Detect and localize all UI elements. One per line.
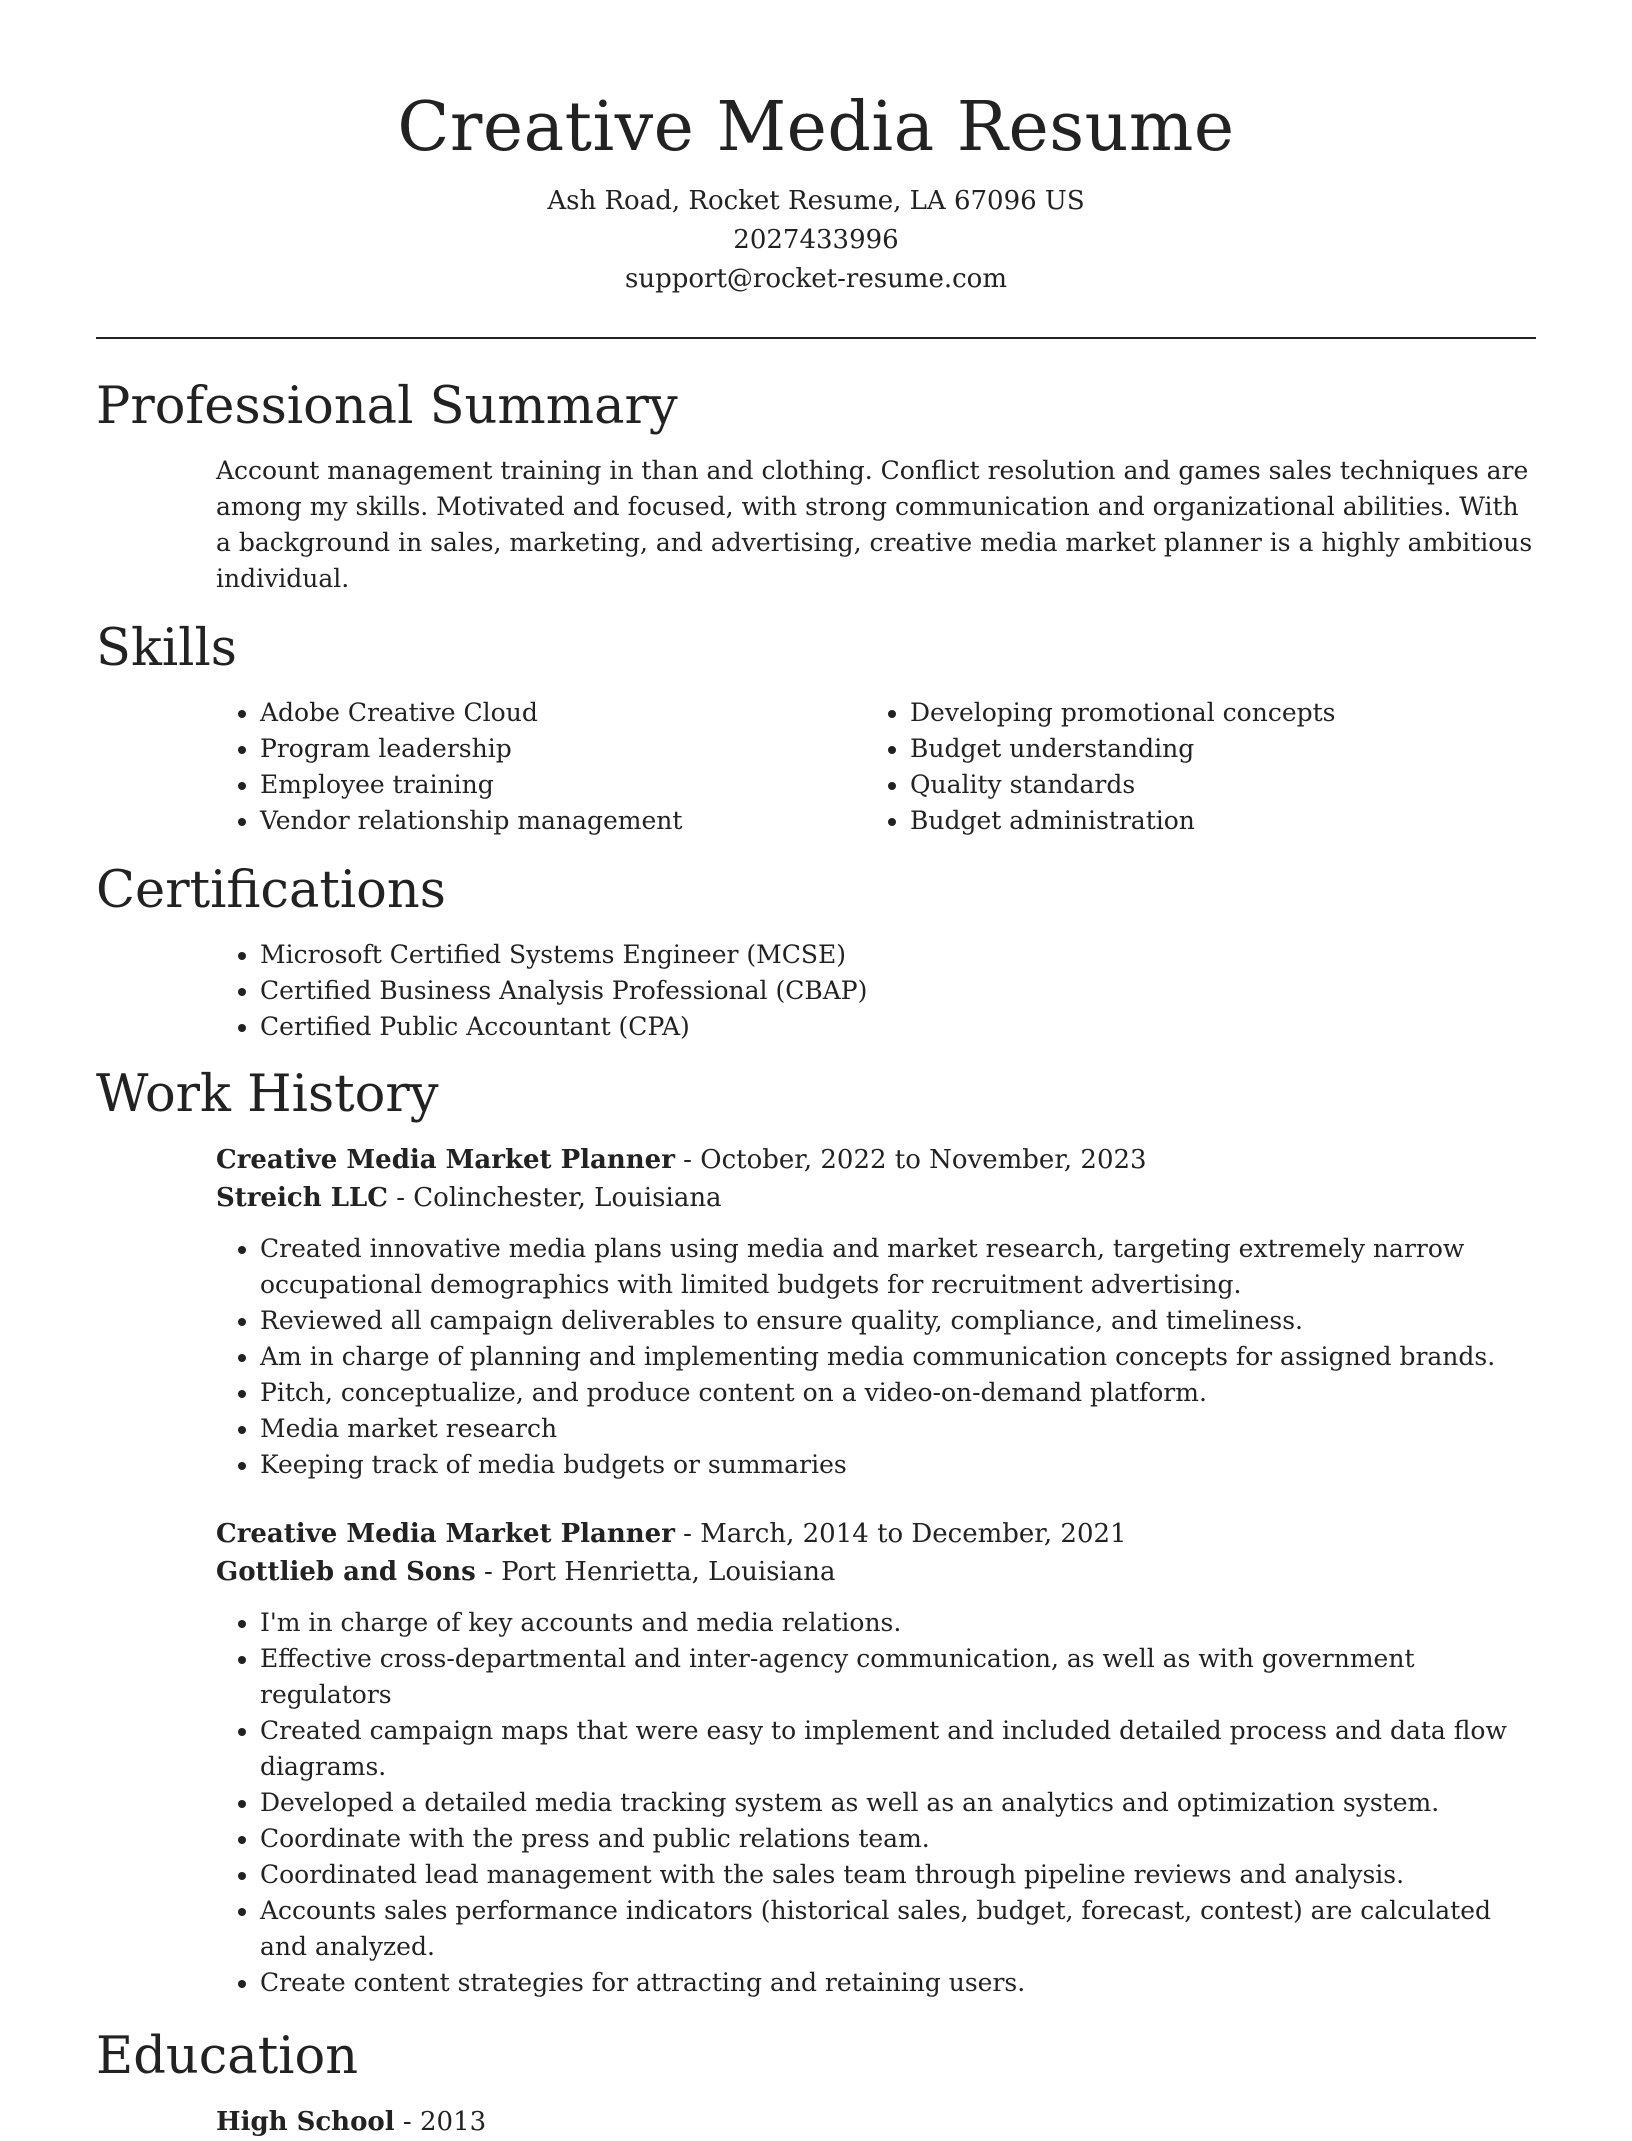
skills-grid — [96, 695, 1536, 839]
job-duties-list — [96, 1605, 1536, 2001]
job-company-line — [96, 1179, 1536, 1217]
list-item: • Created innovative media plans using media and market research, targeting extremely narrow occupational demographics with limited budgets for recruitment advertising. — [260, 1231, 1536, 1303]
resume-header — [96, 0, 1536, 299]
skills-list-left — [96, 695, 746, 839]
list-item: • Microsoft Certified Systems Engineer (MCSE) — [260, 937, 1536, 973]
list-item: • Effective cross-departmental and inter-agency communication, as well as with government regulators — [260, 1641, 1536, 1713]
summary-section — [96, 375, 1536, 597]
job-title-line — [96, 1515, 1536, 1553]
list-item: • Coordinate with the press and public relations team. — [260, 1821, 1536, 1857]
job-company-line — [96, 1553, 1536, 1591]
list-item: • Keeping track of media budgets or summaries — [260, 1447, 1536, 1483]
skills-column-left — [96, 695, 746, 839]
education-entry — [96, 2103, 1536, 2141]
certifications-list — [96, 937, 1536, 1045]
job-separator: - — [674, 1145, 701, 1175]
list-item: • Vendor relationship management — [260, 803, 746, 839]
job-company: Gottlieb and Sons — [216, 1557, 476, 1587]
contact-phone: 2027433996 — [733, 225, 899, 255]
list-item: • Pitch, conceptualize, and produce content on a video-on-demand platform. — [260, 1375, 1536, 1411]
job-separator: - — [674, 1519, 701, 1549]
skills-column-right — [746, 695, 1396, 839]
contact-address: Ash Road, Rocket Resume, LA 67096 US — [547, 186, 1085, 216]
list-item: • Coordinated lead management with the sales team through pipeline reviews and analysis. — [260, 1857, 1536, 1893]
list-item: • I'm in charge of key accounts and media relations. — [260, 1605, 1536, 1641]
list-item: • Created campaign maps that were easy to implement and included detailed process and data flow diagrams. — [260, 1713, 1536, 1785]
job-dates: March, 2014 to December, 2021 — [700, 1519, 1127, 1549]
list-item: • Create content strategies for attracting and retaining users. — [260, 1965, 1536, 2001]
list-item: • Developing promotional concepts — [910, 695, 1396, 731]
job-entry — [96, 1515, 1536, 2001]
job-role: Creative Media Market Planner — [216, 1519, 675, 1549]
job-entry — [96, 1141, 1536, 1483]
job-location: Port Henrietta, Louisiana — [501, 1557, 836, 1587]
job-duties-list — [96, 1231, 1536, 1483]
education-degree: High School — [216, 2107, 395, 2137]
job-location: Colinchester, Louisiana — [413, 1183, 722, 1213]
list-item: • Accounts sales performance indicators (historical sales, budget, forecast, contest) are calculated and analyzed. — [260, 1893, 1536, 1965]
certifications-heading: Certifications — [96, 861, 446, 920]
list-item: • Quality standards — [910, 767, 1396, 803]
resume-page — [96, 0, 1536, 2141]
certifications-section — [96, 859, 1536, 1045]
job-title-line — [96, 1141, 1536, 1179]
education-separator: - — [394, 2107, 420, 2137]
job-company: Streich LLC — [216, 1183, 388, 1213]
work-history-section — [96, 1063, 1536, 2001]
list-item: • Certified Public Accountant (CPA) — [260, 1009, 1536, 1045]
list-item: • Program leadership — [260, 731, 746, 767]
summary-text: Account management training in than and clothing. Conflict resolution and games sales techniques are among my skills. Motivated and focused, with strong communication and organizational abilities. With a background in sales, marketing, and advertising, creative media market planner is a highly ambitious individual. — [216, 456, 1533, 593]
resume-name: Creative Media Resume — [397, 88, 1235, 167]
skills-section — [96, 617, 1536, 839]
header-divider — [96, 337, 1536, 339]
job-separator: - — [475, 1557, 502, 1587]
contact-block — [96, 182, 1536, 299]
summary-heading: Professional Summary — [96, 377, 678, 436]
skills-list-right — [746, 695, 1396, 839]
job-separator: - — [387, 1183, 414, 1213]
education-heading: Education — [96, 2027, 359, 2086]
education-year: 2013 — [419, 2107, 487, 2137]
list-item: • Developed a detailed media tracking system as well as an analytics and optimization system. — [260, 1785, 1536, 1821]
job-dates: October, 2022 to November, 2023 — [700, 1145, 1147, 1175]
work-history-heading: Work History — [96, 1065, 439, 1124]
job-role: Creative Media Market Planner — [216, 1145, 675, 1175]
list-item: • Budget administration — [910, 803, 1396, 839]
list-item: • Reviewed all campaign deliverables to ensure quality, compliance, and timeliness. — [260, 1303, 1536, 1339]
list-item: • Budget understanding — [910, 731, 1396, 767]
education-section — [96, 2025, 1536, 2141]
list-item: • Media market research — [260, 1411, 1536, 1447]
contact-email: support@rocket-resume.com — [624, 264, 1007, 294]
list-item: • Employee training — [260, 767, 746, 803]
skills-heading: Skills — [96, 619, 237, 678]
list-item: • Adobe Creative Cloud — [260, 695, 746, 731]
list-item: • Am in charge of planning and implementing media communication concepts for assigned brands. — [260, 1339, 1536, 1375]
list-item: • Certified Business Analysis Professional (CBAP) — [260, 973, 1536, 1009]
